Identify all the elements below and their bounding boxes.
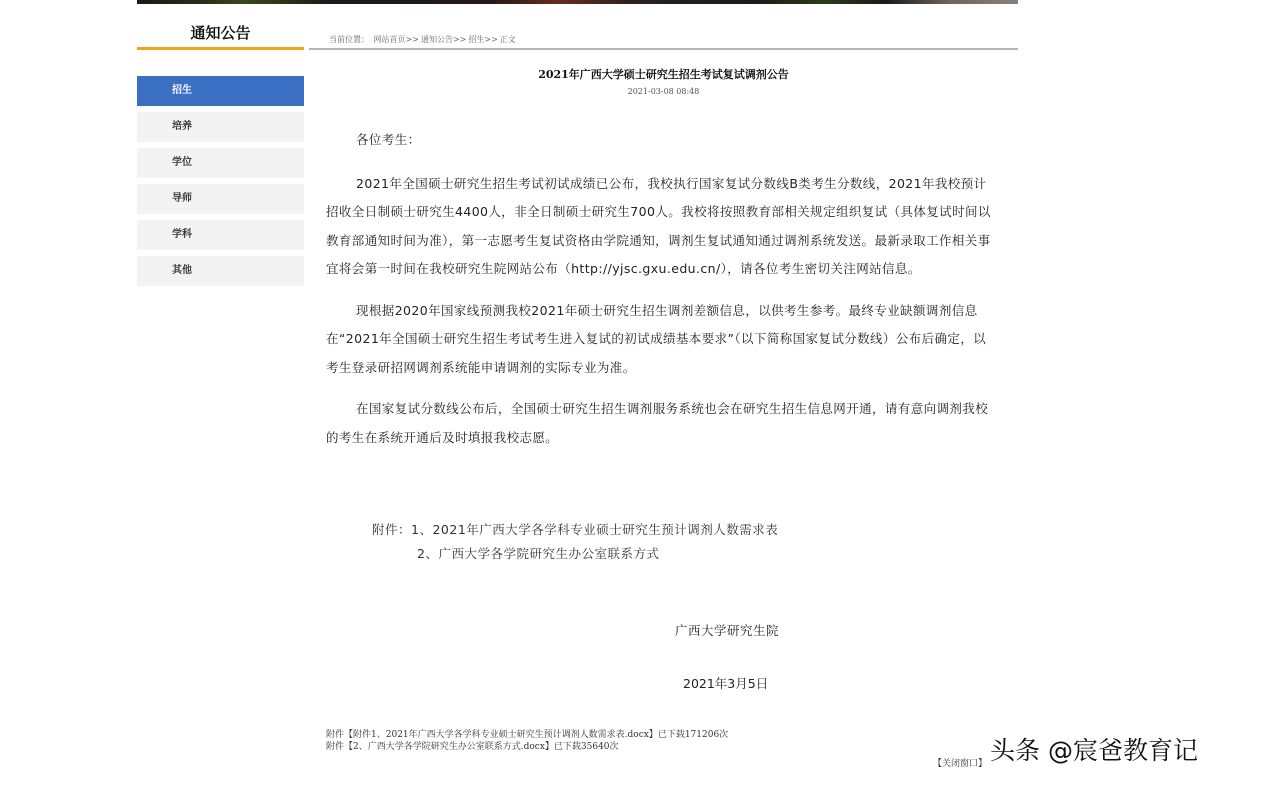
main-content [309,18,1018,752]
sidebar [137,18,304,292]
breadcrumb-notices[interactable]: 通知公告 [420,35,453,44]
breadcrumb-separator: >> [484,35,498,44]
download-count: 已下载35640次 [553,742,619,752]
paragraph-3: 在国家复试分数线公布后，全国硕士研究生招生调剂服务系统也会在研究生招生信息网开通，请有意向调剂我校的考生在系统开通后及时填报我校志愿。 [326,401,989,445]
signature-date: 2021年3月5日 [683,676,769,691]
attachments-list [372,518,778,566]
salutation: 各位考生： [356,132,421,147]
article-title: 2021年广西大学硕士研究生招生考试复试调剂公告 [538,68,789,81]
breadcrumb [309,18,1018,50]
breadcrumb-prefix: 当前位置： [329,35,369,44]
download-prefix: 附件 [326,730,345,740]
breadcrumb-separator: >> [405,35,419,44]
sidebar-item-training[interactable]: 培养 [137,112,304,142]
download-link-attachment-2[interactable]: 【2、广西大学各学院研究生办公室联系方式.docx】 [344,742,554,752]
sidebar-item-admissions[interactable]: 招生 [137,76,304,106]
sidebar-item-degree[interactable]: 学位 [137,148,304,178]
attachment-item-1: 1、2021年广西大学各学科专业硕士研究生预计调剂人数需求表 [411,522,779,537]
download-item [326,729,728,741]
watermark-text: 头条 @宸爸教育记 [990,736,1198,765]
sidebar-item-discipline[interactable]: 学科 [137,220,304,250]
download-list [326,729,728,753]
breadcrumb-admissions[interactable]: 招生 [468,35,485,44]
sidebar-item-supervisor[interactable]: 导师 [137,184,304,214]
sidebar-list [137,76,304,286]
breadcrumb-home[interactable]: 网站首页 [373,35,406,44]
signature: 广西大学研究生院 [675,623,780,638]
paragraph-2: 现根据2020年国家线预测我校2021年硕士研究生招生调剂差额信息，以供考生参考。最终专业缺额调剂信息在“2021年全国硕士研究生招生考试考生进入复试的初试成绩基本要求”（以下简称国家复试分数线）公布后确定，以考生登录研招网调剂系统能申请调剂的实际专业为准。 [326,302,987,375]
download-item [326,741,728,753]
close-window-button[interactable]: 【关闭窗口】 [933,759,988,769]
sidebar-title: 通知公告 [137,18,304,50]
article-body [326,126,998,452]
download-count: 已下载171206次 [657,730,729,740]
paragraph-1: 2021年全国硕士研究生招生考试初试成绩已公布，我校执行国家复试分数线B类考生分数线，2021年我校预计招收全日制硕士研究生4400人，非全日制硕士研究生700人。我校将按照教育部相关规定组织复试（具体复试时间以教育部通知时间为准），第一志愿考生复试资格由学院通知，调剂生复试通知通过调剂系统发送。最新录取工作相关事宜将会第一时间在我校研究生院网站公布（http://yjsc.gxu.edu.cn/），请各位考生密切关注网站信息。 [326,175,991,276]
download-prefix: 附件 [326,742,345,752]
download-link-attachment-1[interactable]: 【附件1、2021年广西大学各学科专业硕士研究生预计调剂人数需求表.docx】 [344,730,658,740]
breadcrumb-separator: >> [452,35,467,44]
breadcrumb-current: 正文 [499,35,516,44]
article-date: 2021-03-08 08:48 [627,87,700,96]
attachments-label: 附件： [372,522,412,537]
sidebar-item-other[interactable]: 其他 [137,256,304,286]
attachment-item-2: 2、广西大学各学院研究生办公室联系方式 [417,546,660,561]
header-banner-image [137,0,1018,4]
